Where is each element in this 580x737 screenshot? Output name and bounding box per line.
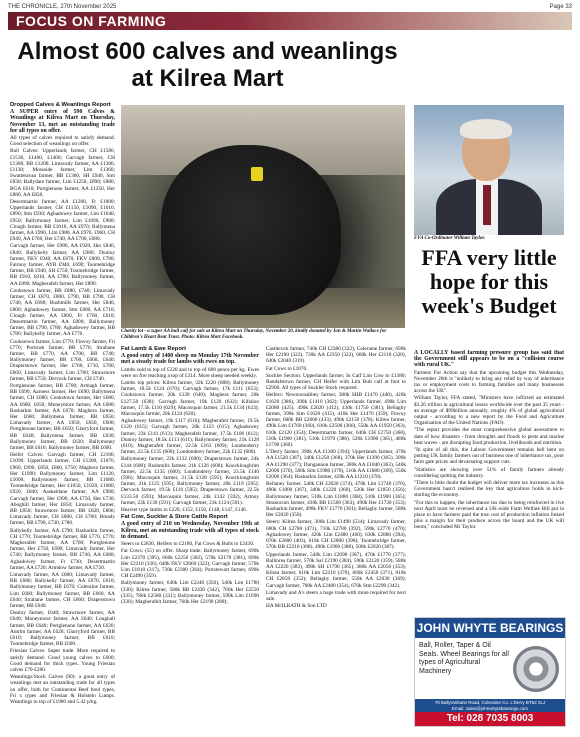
paragraph: Bellaney farmer, 540k CH £2020 (374), 470k Lim £1740 (370), 490k £1800 (367), 340k £1220 (360), 520k Her £1850 (356); Ballymoney farmer, 510k Lim £1880 (368), 510k £1900 (365); Stranocum farmer, 430k BB £1560 (363), 490k Her £1730 (353); Rasharkin farmer, 490k FKV £1770 (361); Bellaghy farmer, 580k Her £2020 (350). xyxy=(266,481,406,519)
photo-caption: Charity lot - a super AA bull calf for sale at Kilrea Mart on Thursday, November 20, kindly donated by Jon & Martin Wallace for Children's Heart Beat Trust. Photo: Kilrea Mart Facebook. xyxy=(121,329,387,340)
paragraph: Lambs top prices: Kilrea farmer, 32k £220 (688); Ballymoney farmer, 18.5k £124 (670); Garvagh farmer, 17k £111 (653); Cookstown farmer, 20k £128 (640); Maghera farmer, 20k £127.50 (638); Garvagh farmer, 19k £120 (632); Killaloo farmer, 17.5k £110 (629); Macosquin farmer, 21.5k £134 (623); Macosquin farmer, 20k £124 (620). xyxy=(121,380,259,418)
paragraph: Ballykelly farmer, AA £790; Rasharkin farmer, CH £770; Toomebridge farmer, BB £770, £770; Magherafelt farmer, AA £760; Portglenone farmer, Her £750, £690; Limavady farmer, Her £740; Ballymoney farmer, BB £740, AA £680; Aghadowey farmer, Fr £730; Desertmartin farmer, AA £720; Armdow farmer, AA £720. xyxy=(10,527,115,571)
paragraph: Bull Calves: Upperlands farmer, CH £1580, £1536, £1460, £1400; Garvagh farmer, CH £1380, BB £1200. Limavady farmer, AA £1300, £1130; Mossside farmer, Lim £1360; Swatteravan farmer, BB £1360, SH £940, Sim £830; Ballydare farmer, Lim £1250, £890; £880, BGA £610; Portglenone farmer, AA £1250, Her £880, AA £850. xyxy=(10,148,115,198)
paragraph: Suckler Section: Upperlands farmer, In Calf Lim Cow to £1380; Randalstown farmer, CH Heifer with Lim Bull calf at foot to £2900. All types of Suckler Stock required. xyxy=(266,372,406,392)
paragraph: Farmers For Action say that the upcoming budget this Wednesday, November 26th is "unlikely to bring any relief by way of inheritance tax or employment costs to farming families and many businesses across the UK". xyxy=(414,369,564,395)
paragraph: Garvagh farmer, Her £980, AA £920, Her £840, £840; Ballykelly farmer, AA £980; Dunloy farmer, FKV £940, AA £870, FKV £800, £780; Fairnoy farmer, AYR £940, £690; Toomebridge farmer, BB £940, SH £750; Toomebridge farmer, BB £910, £810, AA £780; Ballymoney farmer, AA £890; Magherafelt farmer, Her £890. xyxy=(10,243,115,287)
advert-address-block xyxy=(415,699,565,712)
paragraph: Fat Cows: (55) on offer. Sharp trade. Ballymoney farmer, 690k Lim £2370 (395), 660k £2250 (382), 570k £2170 (381), 690k Her £2210 (336), 640k FKV £2060 (322); Garvagh farmer, 570k Lim £1810 (317), 730k £2300 (364); Portstewart farmer, 690k CH £2490 (359). xyxy=(121,548,259,580)
advert-address: 78 Ballyrashane Road, Coleraine Co. L'Derry BT52 2LJ xyxy=(434,700,546,705)
paragraph: William Taylor, FFA stated, "Ministers have inflicted an estimated $3.26 trillion in agricultural losses worldwide over the past 35 years - an average of $99billion annually, roughly 4% of global agricultural output - according to a new report by the Food and Agriculture Organisation of the United Nations (FAO). xyxy=(414,395,564,427)
bearing-icon xyxy=(513,646,559,692)
report-lead: A SUPER entry of 590 Calves & Weanlings at Kilrea Mart on Thursday, November 13, met an outstanding trade for all types on offer. xyxy=(10,109,115,134)
portrait-hair xyxy=(460,119,512,139)
portrait-tie xyxy=(483,185,491,225)
paragraph: HA McILRATH & Son LTD xyxy=(266,603,327,610)
paragraph: "The report provides the most comprehensive global assessment to date of how disasters - from droughts and floods to pests and marine heat waves - are disrupting food production, livelihoods and nutrition. xyxy=(414,427,564,446)
side-headline: FFA very little hope for this week's Budget xyxy=(421,245,557,318)
paragraph: "For this to happen, the inheritance tax due to being reinforced in live next April must be reversed and a UK-wide Farm Welfare Bill put in place to have farmers paid the true cost of production inflation linked plus a margin for their produce across the board and the UK will boom," concluded Mr Taylor. xyxy=(414,499,564,531)
ear-tag-icon xyxy=(251,167,263,181)
story-column-3 xyxy=(266,346,406,726)
paragraph: "Statistics are showing over 51% of family farmers already considering quitting the industry. xyxy=(414,466,564,479)
john-whyte-bearings-advert xyxy=(414,617,566,727)
paragraph: Ballymoney farmer, 22k £132 (600); Draperstown farmer, 24k £144 (600); Bushmills farmer, 21k £126 (600); Knockloughrim farmer, 22.5k £135 (600); Londonderry farmer, 23.5k £140 (596); Macosquin farmer, 21.5k £128 (595); Knockloughrim farmer, 21k £125 (595); Ballymoney farmer, 20k £119 (595); Dervock farmer, 19.5k £116 (595); Draperstown farmer, 22.5k £133.50 (593); Macosquin farmer, 24k £142 (592); Armoy farmer, 22k £130 (591); Garvagh farmer, 21k £124 (591). xyxy=(121,456,259,506)
paragraph: Limavady farmer, AA £680; Limavady farmer, BB £680; Ballykelly farmer, AA £670, £610; Ballymoney farmer, BB £670; Coleraine farmer, Lim £660; Ballymoney farmer, BB £660, AA £640; Strabane farmer, CH £660; Draperstown farmer, BB £640. xyxy=(10,572,115,610)
paragraph: Steers: Kilrea farmer, 300k Lim £1490 (534); Limavady farmer, 600k CH £2780 (471), 710k £2780 (392), 590k £2770 (470); Aghadowey farmer, 420k Lim £2480 (460), 630k £2880 (394), 670k £2680 (403), 610k CH £2860 (398); Toomebridge farmer, 570k BB £2210 (388), 490k £1900 (388), 500k £2020 (387). xyxy=(266,519,406,551)
section-banner xyxy=(8,12,572,30)
paragraph: "In spite of all this, the Labour Government remains hell bent on putting UK family farmers out of business one of inheritance tax, poor farm gate prices and devastating support cuts. xyxy=(414,447,564,466)
paragraph: Limavady and A's steers a huge trade with more required for next sale. xyxy=(266,589,406,602)
paragraph: L'Derry farmer, 390k AA £1300 (394); Upperlands farmer, 470k AA £1520 (387), 340k £1250 (368), 370k Her £1390 (365), 390k AA £1290 (377); Dungannon farmer, 380k AA £1840 (363), 540k £2000 (370), 500k Sim £1980 (370), 510k AA £1880 (369), 550k £2000 (364); Rasharkin farmer, 420k AA £1210 (378). xyxy=(266,449,406,481)
advert-telephone: Tel: 028 7035 8003 xyxy=(415,712,565,726)
paragraph: Aghadowey farmer, 19k £117 (616); Magherafelt farmer, 19.5k £120 (615); Garvagh farmer, 20k £123 (615); Aghadowey farmer, 23k £141 (613); Magherafelt farmer, 17.5k £106 (612); Dunloy farmer, 18.5k £113 (611); Ballymoney farmer, 21k £128 (610); Magherafelt farmer, 22.5k £163 (609); Londonderry farmer, 22.5k £135 (600); Londonderry farmer, 22k £132 (600). xyxy=(121,418,259,456)
paragraph: Ballymoney farmer, 640k Lim £2240 (350), 540k Lim £1780 (330); Kilrea farmer, 580k BB £2430 (342), 760k Her £2550 (335), 780k £2580 (331); Ballymoney farmer, 590k Lim £1690 (330); Magherafelt farmer, 760k Her £2190 (288); xyxy=(121,580,259,605)
advert-email: Email: sales@johnwhytebearings.com xyxy=(451,705,529,711)
paragraph: Portglenone farmer, BB £700; Armagh farmer, BB £690; Aarness farmer, Her £690; Ballymena farmer, CH £680; Cookstown farmer, Her £680, AA £680, £650; Moneymore farmer, AA £680; Rasharkin farmer, AA £670; Maghera farmer, Her £660; Ballymena farmer, BB £650; Limavady farmer, AA £650, £650, £600; Portglenone farmer, BB £650; Glarryford farmer, BB £640; Ballymena farmer, BB £630; Ballymoney farmer, BB £630; Ballymoney farmer, BB £610; Ballymoney farmer, BB £600. xyxy=(10,382,115,451)
paragraph: Heifers: Newtownabbey farmer, 380k SHB £1470 (446), 420k £1620 (386), 390k £1410 (362); Upperlands farmer, 490k Lim £2080 (425), 490k £2020 (412), 430k £1750 (381); Bellaghy farmer, 390k Sim £1620 (415), 410k Her £1470 (359); Finvoy farmer, 600k BB £2600 (433), 490k £2150 (378); Kilrea farmer, 490k Lim £1760 (360), 610k £2500 (366), 550k AA £1950 (363), 610k £2120 (354); Desertmartin farmer, 640k CH £2750 (368), 510k £1900 (381), 510k £1970 (386), 520k £1900 (365), 480k £1790 (360). xyxy=(266,392,406,449)
paragraph: Friesian Calves: Super trade. More required to satisfy demand. Good young calves to £600; Good demand for thick types. Young Friesian calves £70-£200. xyxy=(10,648,115,674)
story-column-2 xyxy=(121,346,259,726)
paragraph: A LOCALLY based farming pressure group has said that the Government still appears to be on a "collision course with rural UK." xyxy=(414,350,564,369)
main-headline: Almost 600 calves and weanlings at Kilrea Mart xyxy=(17,38,398,92)
paragraph: Weanlings/Stock Calves (90): a great entry of weanlings met an outstanding trade for all types on offer, both for Continental Beef bred types, Fri x types and Friesian & Holstein Lumps. Weanlings to top of £1900 and 5.42 p/kg. xyxy=(10,674,115,706)
paragraph: Heifer Calves: Garvagh farmer, CH £2100, £1090; Upperlands farmer, CH £1200, £1070, £960, £990, £850, £860, £750; Maghera farmer, Her £1090; Ballymoney farmer, Lim £1120, £1000; Ballymoney farmer, BB £1080; Toomebridge farmer, Her £1050, £1020, £1000, £920, £840; Aaskeldane farmer, AA £900; Garvagh farmer, Her £990, AA £750, Her £730; Aboghill farmer, Her £850; Limavady farmer, BB £850; Strawmore farmer, BB £820, £800; Limavady farmer, CH £800, CH £760; Bready farmer, BB £790, £730, £780. xyxy=(10,452,115,527)
advert-tagline: Ball, Roller, Taper & Oil Seals. Wheel Bearings for all types of Agricultural Machinery xyxy=(419,642,509,675)
story-column-1 xyxy=(10,102,115,722)
william-taylor-photo xyxy=(414,105,564,235)
paragraph: A good entry of 1400 sheep on Monday 17th November met a steady trade for lambs with ewes on top. xyxy=(121,353,259,366)
paragraph: A good entry of 210 on Wednesday, November 19th at Kilrea, met an outstanding trade with all types of stock in demand. xyxy=(121,521,259,540)
paragraph: Dunloy farmer, £640; Strawmore farmer, AA £640; Moneymore farmer, AA £640; Loughall farmer, BB £640; Portglenone farmer, AA £620; Antrim farmer, AA £620; Glarryford farmer, BB £610; Ballymoney farmer, BB £610; Toomebridge farmer, BB £600. xyxy=(10,610,115,648)
page-header xyxy=(8,2,572,12)
paragraph: All types of calves required to satisfy demand. Good selection of weanlings on offer. xyxy=(10,135,115,148)
section-heading: Fat Lamb & Ewe Report xyxy=(121,346,187,352)
calf-photo xyxy=(121,105,405,328)
paragraph: Fat Cows to £1870. xyxy=(266,365,308,372)
paragraph: Heavier type lambs to £220, £152, £150, £148, £147, £146. xyxy=(121,507,248,514)
paragraph: "There is little doubt the budget will deliver more tax increases as this Government hasn't realised the key that agriculture holds in kick-starting the economy. xyxy=(414,480,564,499)
side-story-body xyxy=(414,350,564,612)
paragraph: Upperlands farmer, 540k Lim £2090 (387), 470k £1770 (377); Ballinrea farmer, 570k Sal £2190 (384), 590k £2120 (359), 580k AA £2220 (383), 490k SH £1790 (365), 380k AA £2050 (353); Kilrea farmer, 610k Lim £2210 (370), 660k £2450 (371), 810k CH £2850 (352); Bellaghy farmer, 550k AA £2030 (369); Garvagh farmer, 700k AA £2480 (354), 670k Stm £2290 (342). xyxy=(266,551,406,589)
section-title: FOCUS ON FARMING xyxy=(16,13,167,29)
paragraph: Cookstown farmer, Lim £770; Finvoy farmer, Fri £770; Portrush farmer, BB £770; Strabane farmer, BB £770, AA £700, BB £740; Ballymoney farmer, BB £760, £660, £640; Draperstown farmer, Her £760, £710, £700, £660; Limavady farmer, Lim £760; Strawmore farmer, BB £750; Dervock farmer, CH £740. xyxy=(10,338,115,382)
publication-name: THE CHRONICLE, 27th November 2025 xyxy=(8,4,117,10)
paragraph: Desertmartin farmer, AA £1200, Fr £1000; Upperlands farmer, CH £1150, £1090, £1010, £890; Stm £930; Aghadowey farmer, Lim £1040, £950; Ballymoney farmer, Lim £1090, £900; Clough farmer, BB £1010, AA £970; Ballymena farmer, AA £990, Lim £980, AA £970, £960, CH £940, AA £760, Her £740, AA £700, £680. xyxy=(10,199,115,243)
paragraph: Cookstown farmer, BB £880, £740; Limavady farmer, CH £870, £800, £790, BB £790, CH £740, AA £680; Bushmills farmer, Her £840, £800; Aghadowey farmer, Stm £800, AA £710; Clough farmer, AA £800, Fr £760, £610; Desertmartin farmer, AA £800; Ballymoney farmer, BB £790, £780; Aghadowey farmer, BB £780; Ballykelly farmer, AA £770. xyxy=(10,287,115,338)
page-number: Page 33 xyxy=(549,4,572,10)
section-heading: Fat Cow, Suckler & Store Cattle Report xyxy=(121,514,228,521)
advert-brand: JOHN WHYTE BEARINGS xyxy=(415,618,565,638)
paragraph: Steers to £2830, Heifers to £2180, Fat Cows & Bulls to £2430. xyxy=(121,541,255,548)
report-title: Dropped Calves & Weanlings Report xyxy=(10,102,111,108)
portrait-caption: FFA Co-Ordinator William Taylor. xyxy=(414,236,486,241)
paragraph: Lambs sold to top of £220 and to top of 688 pence per kg. Ewes were on fire reaching a top of £314. More sheep needed weekly. xyxy=(121,366,259,379)
paragraph: Castlerock farmer, 740k CH £2380 (322); Coleraine farmer, 690k Her £2190 (322), 730k AA £2350 (322), 660k Her £2110 (320), 640k £2040 (319). xyxy=(266,346,406,365)
